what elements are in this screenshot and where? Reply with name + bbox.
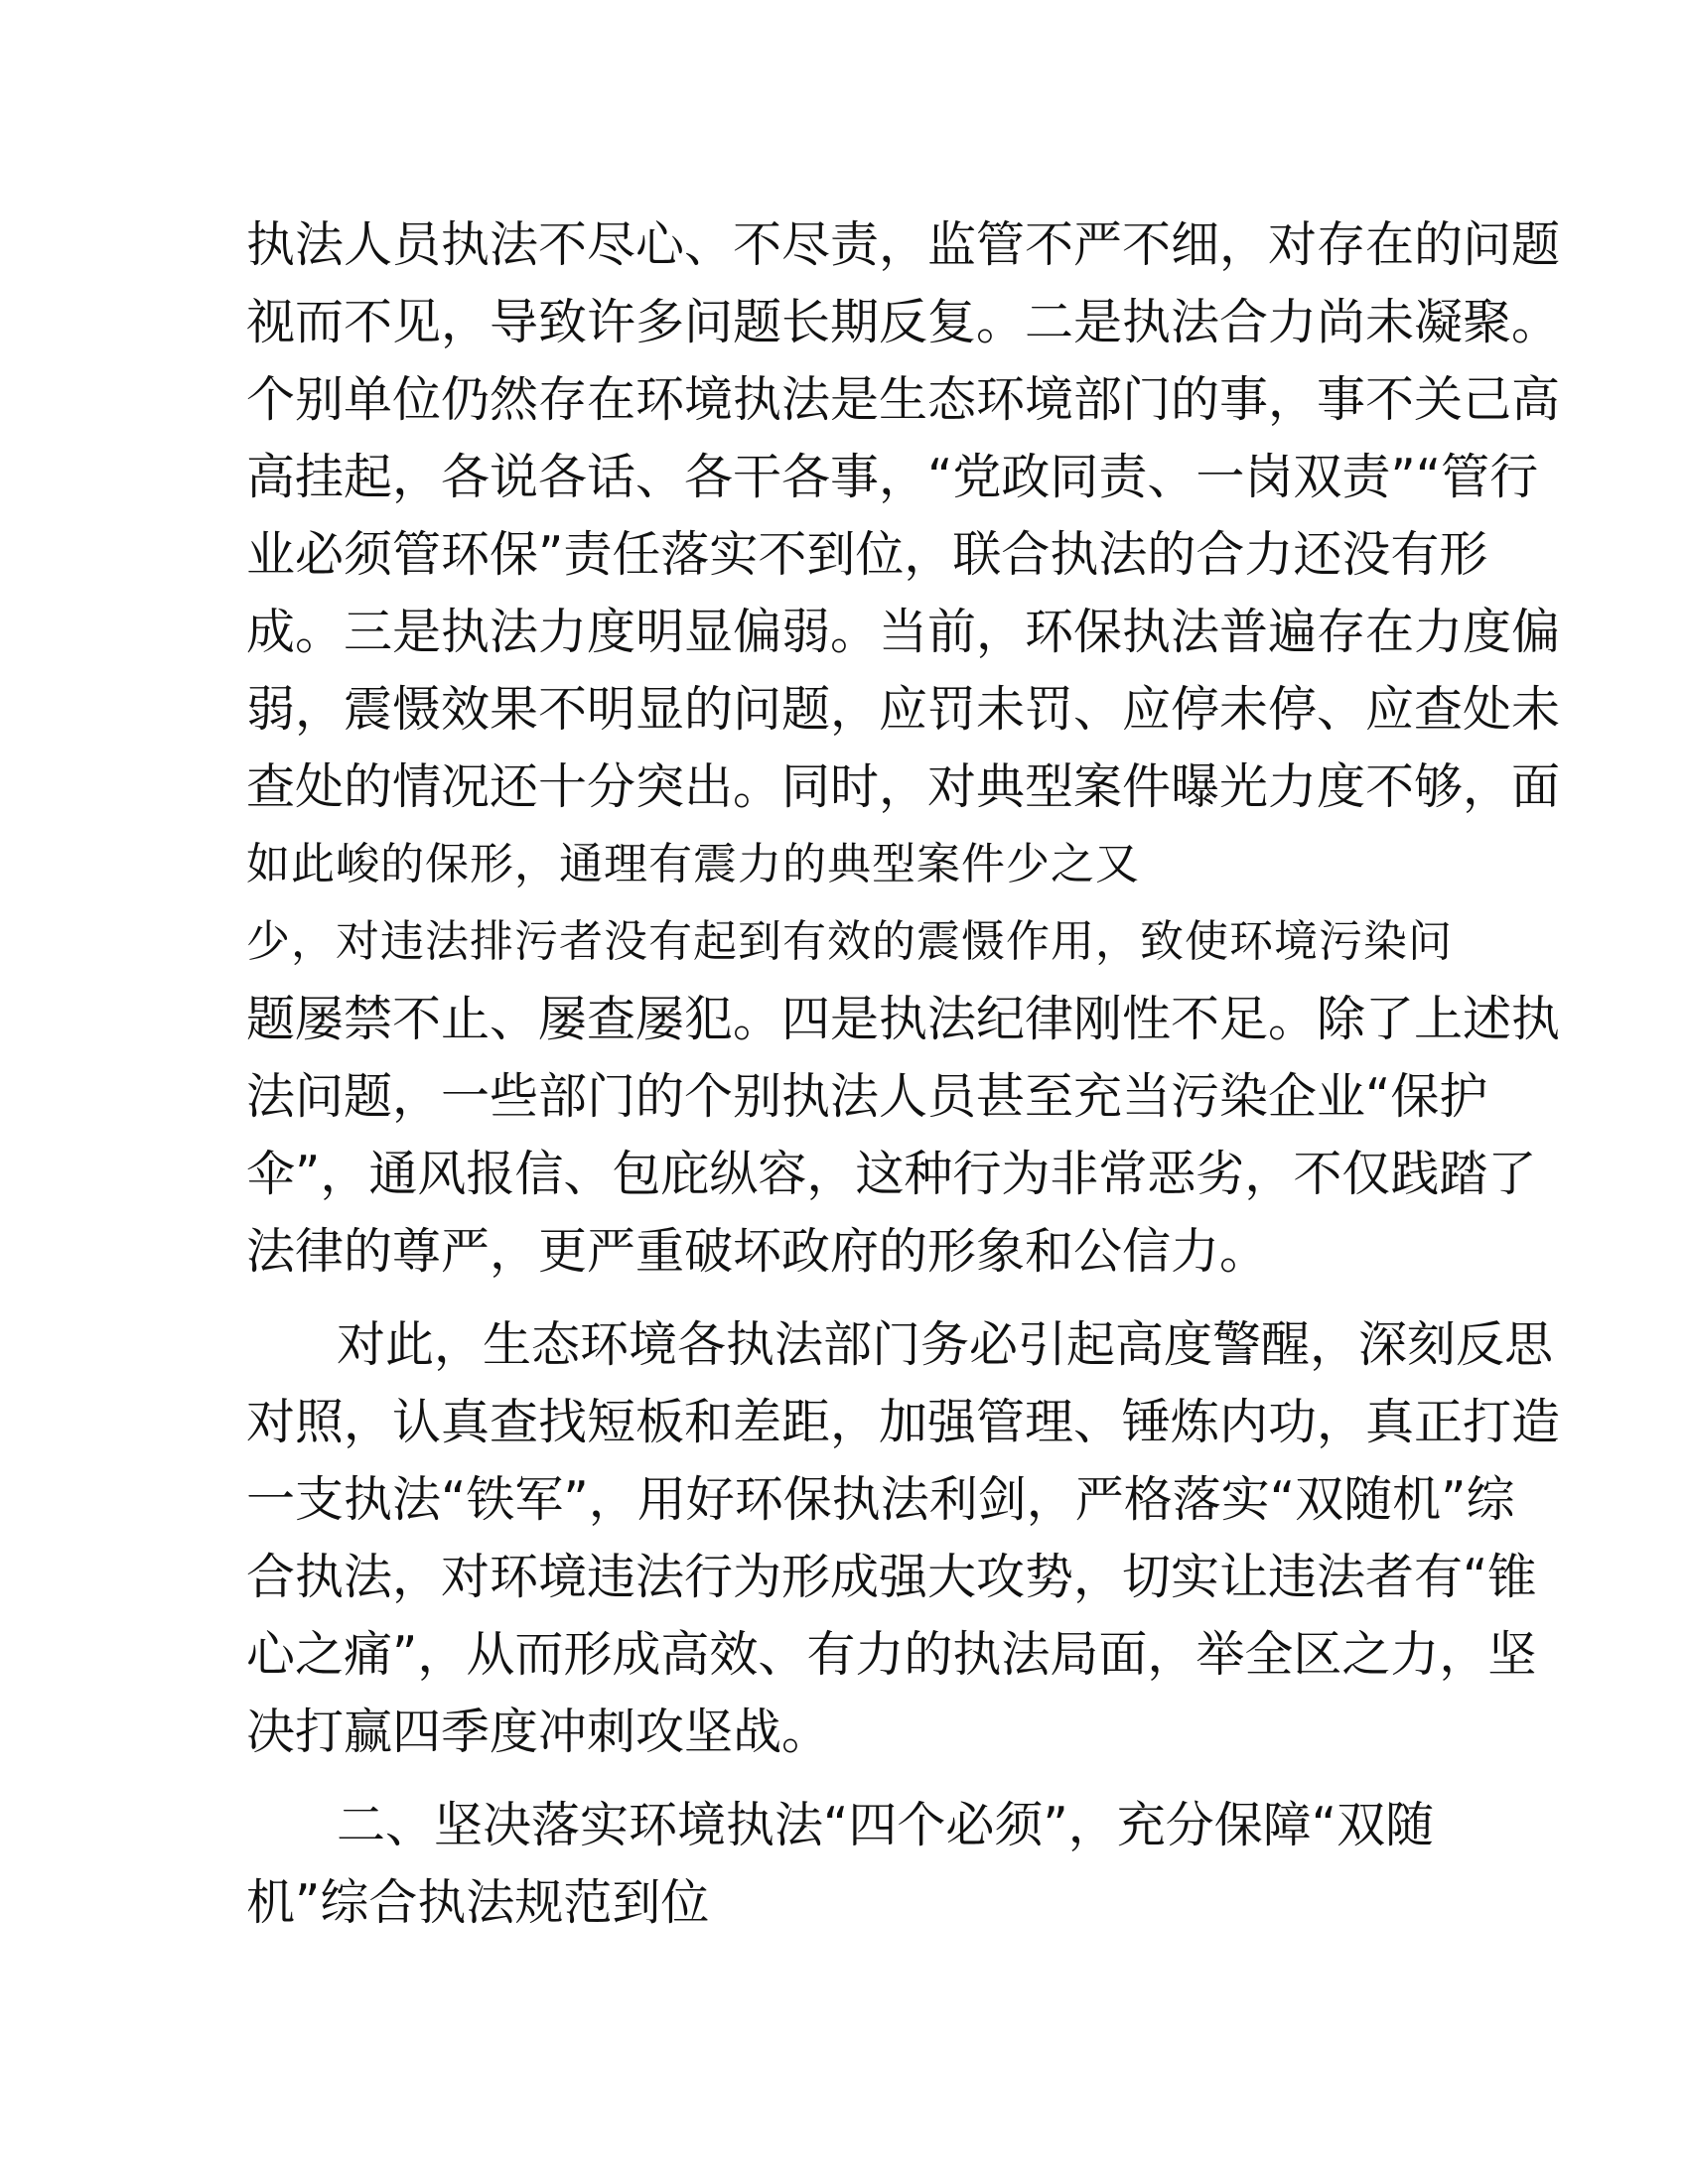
paragraph-enforcement-problems xyxy=(246,206,1561,1291)
paragraph-spacer xyxy=(246,1291,1438,1306)
text-line: 执法人员执法不尽心、不尽责，监管不严不细，对存在的问题 xyxy=(246,216,1561,273)
text-line: 对照，认真查找短板和差距，加强管理、锤炼内功，真正打造 xyxy=(246,1394,1561,1450)
text-line: 决打赢四季度冲刺攻坚战。 xyxy=(246,1704,831,1760)
text-line: 个别单位仍然存在环境执法是生态环境部门的事，事不关己高 xyxy=(246,371,1561,428)
section-heading xyxy=(246,1787,1438,1942)
text-line: 如此峻的保形，通理有震力的典型案件少之又 xyxy=(246,839,1140,889)
text-line: 法问题，一些部门的个别执法人员甚至充当污染企业“保护 xyxy=(246,1068,1488,1125)
text-line: 查处的情况还十分突出。同时，对典型案件曝光力度不够，面 xyxy=(246,758,1561,815)
document-body xyxy=(246,206,1561,1942)
heading-line: 二、坚决落实环境执法“四个必须”，充分保障“双随 xyxy=(337,1797,1435,1853)
text-line: 一支执法“铁军”，用好环保执法利剑，严格落实“双随机”综 xyxy=(246,1471,1515,1528)
text-line: 伞”，通风报信、包庇纵容，这种行为非常恶劣，不仅践踏了 xyxy=(246,1146,1537,1202)
text-line: 合执法，对环境违法行为形成强大攻势，切实让违法者有“锥 xyxy=(246,1549,1537,1605)
heading-line: 机”综合执法规范到位 xyxy=(246,1874,710,1931)
paragraph-response xyxy=(246,1306,1561,1771)
text-line: 题屡禁不止、屡查屡犯。四是执法纪律刚性不足。除了上述执 xyxy=(246,991,1561,1047)
text-line: 高挂起，各说各话、各干各事，“党政同责、一岗双责”“管行 xyxy=(246,449,1539,505)
text-line: 成。三是执法力度明显偏弱。当前，环保执法普遍存在力度偏 xyxy=(246,604,1561,660)
text-line: 法律的尊严，更严重破坏政府的形象和公信力。 xyxy=(246,1223,1269,1280)
text-line: 业必须管环保”责任落实不到位，联合执法的合力还没有形 xyxy=(246,526,1488,583)
paragraph-spacer xyxy=(246,1771,1438,1787)
text-line: 对此，生态环境各执法部门务必引起高度警醒，深刻反思 xyxy=(337,1316,1554,1373)
text-line: 少，对违法排污者没有起到有效的震慑作用，致使环境污染问 xyxy=(246,916,1453,967)
text-line: 视而不见，导致许多问题长期反复。二是执法合力尚未凝聚。 xyxy=(246,294,1561,350)
text-line: 心之痛”，从而形成高效、有力的执法局面，举全区之力，坚 xyxy=(246,1626,1537,1683)
text-line: 弱，震慑效果不明显的问题，应罚未罚、应停未停、应查处未 xyxy=(246,681,1561,738)
